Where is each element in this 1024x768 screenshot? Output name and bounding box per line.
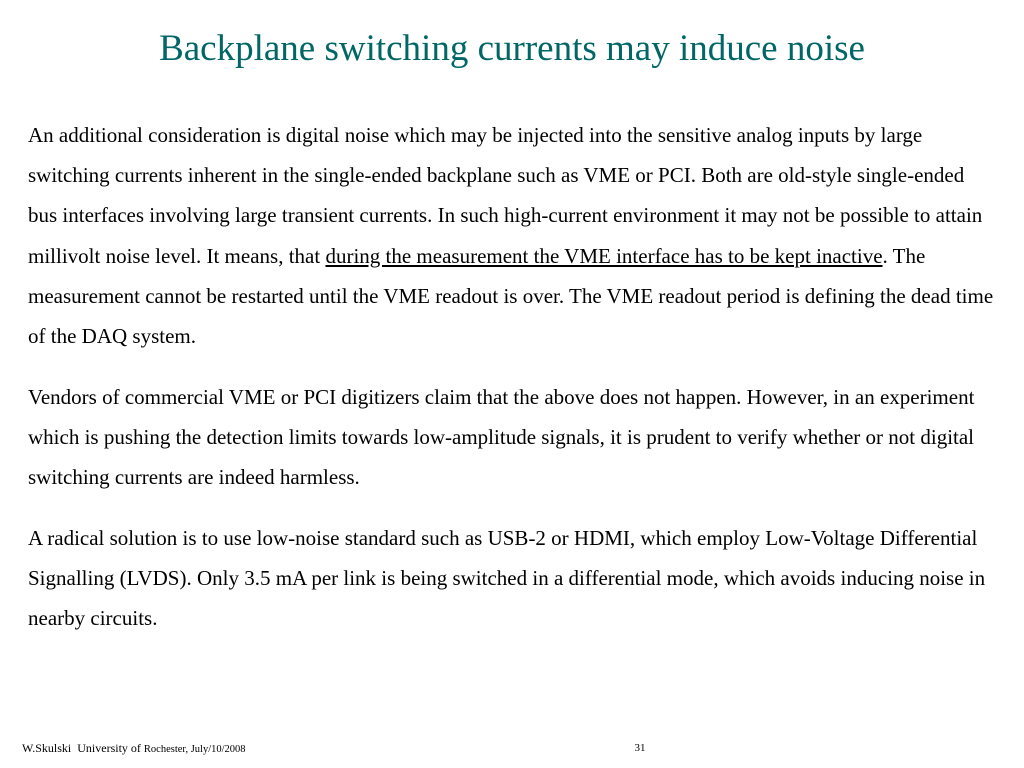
paragraph-1-text-start: An additional consideration is digital noise which may be injected into the sensitive analog inputs by large switching currents inherent in the single-ended backplane such as VME or PCI. Both are old-style single-ended bus interfaces involving large transient currents. In such high-current environment it may not be possible to attain millivolt noise level. It means, that	[28, 123, 983, 268]
underlined-emphasis: during the measurement the VME interface has to be kept inactive	[325, 243, 883, 268]
paragraph-vme-noise	[28, 115, 996, 356]
footer-institution: University of	[77, 741, 141, 755]
footer-author: W.Skulski	[22, 741, 72, 755]
page-number: 31	[634, 742, 646, 754]
paragraph-1-text-end: . The measurement cannot be restarted until the VME readout is over. The VME readout period is defining the dead time of the DAQ system.	[28, 243, 994, 349]
slide-title: Backplane switching currents may induce noise	[159, 28, 865, 69]
footer-location-date: Rochester, July/10/2008	[143, 744, 246, 755]
paragraph-lvds-solution: A radical solution is to use low-noise standard such as USB-2 or HDMI, which employ Low-Voltage Differential Signalling (LVDS). Only 3.5 mA per link is being switched in a differential mode, which avoids inducing noise in nearby circuits.	[28, 525, 986, 631]
paragraph-vendors: Vendors of commercial VME or PCI digitizers claim that the above does not happen. However, in an experiment which is pushing the detection limits towards low-amplitude signals, it is prudent to verify whether or not digital switching currents are indeed harmless.	[28, 384, 975, 490]
footer-credit	[22, 740, 246, 758]
slide-body	[28, 115, 996, 659]
